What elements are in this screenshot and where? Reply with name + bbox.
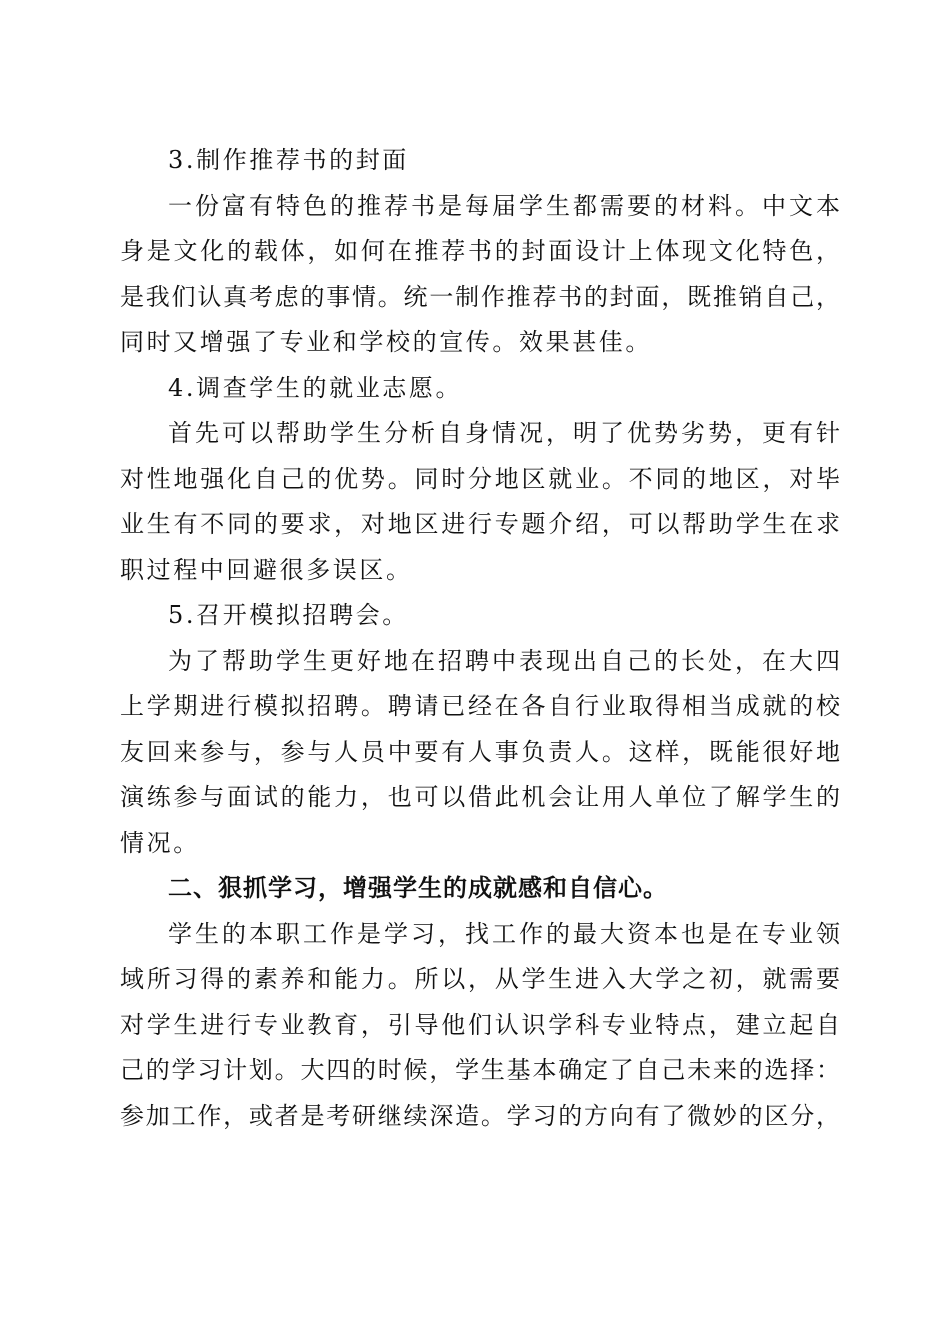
- paragraph-line: 一份富有特色的推荐书是每届学生都需要的材料。中文本: [168, 191, 840, 220]
- paragraph-line: 业生有不同的要求，对地区进行专题介绍，可以帮助学生在求: [120, 510, 840, 538]
- paragraph-line: 演练参与面试的能力，也可以借此机会让用人单位了解学生的: [120, 783, 840, 811]
- section-heading: 二、狠抓学习，增强学生的成就感和自信心。: [168, 874, 668, 902]
- paragraph-line: 对学生进行专业教育，引导他们认识学科专业特点，建立起自: [120, 1010, 840, 1039]
- paragraph-line: 上学期进行模拟招聘。聘请已经在各自行业取得相当成就的校: [120, 692, 840, 720]
- paragraph-line: 职过程中回避很多误区。: [120, 555, 413, 584]
- paragraph-line: 是我们认真考虑的事情。统一制作推荐书的封面，既推销自己，: [120, 282, 840, 311]
- paragraph-line: 域所习得的素养和能力。所以，从学生进入大学之初，就需要: [120, 965, 840, 993]
- subheading-5: 5.召开模拟招聘会。: [168, 601, 409, 629]
- paragraph-line: 情况。: [120, 828, 200, 857]
- document-page: [120, 138, 840, 1139]
- paragraph-line: 参加工作，或者是考研继续深造。学习的方向有了微妙的区分，: [120, 1101, 840, 1130]
- paragraph-line: 友回来参与，参与人员中要有人事负责人。这样，既能很好地: [120, 737, 840, 766]
- paragraph-line: 身是文化的载体，如何在推荐书的封面设计上体现文化特色，: [120, 237, 840, 265]
- paragraph-line: 首先可以帮助学生分析自身情况，明了优势劣势，更有针: [168, 419, 840, 447]
- paragraph-line: 学生的本职工作是学习，找工作的最大资本也是在专业领: [168, 919, 840, 948]
- subheading-4: 4.调查学生的就业志愿。: [168, 373, 463, 402]
- paragraph-line: 对性地强化自己的优势。同时分地区就业。不同的地区，对毕: [120, 464, 840, 493]
- paragraph-line: 同时又增强了专业和学校的宣传。效果甚佳。: [120, 328, 652, 356]
- paragraph-line: 为了帮助学生更好地在招聘中表现出自己的长处，在大四: [168, 646, 840, 675]
- paragraph-line: 己的学习计划。大四的时候，学生基本确定了自己未来的选择：: [120, 1056, 840, 1084]
- subheading-3: 3.制作推荐书的封面: [168, 146, 409, 174]
